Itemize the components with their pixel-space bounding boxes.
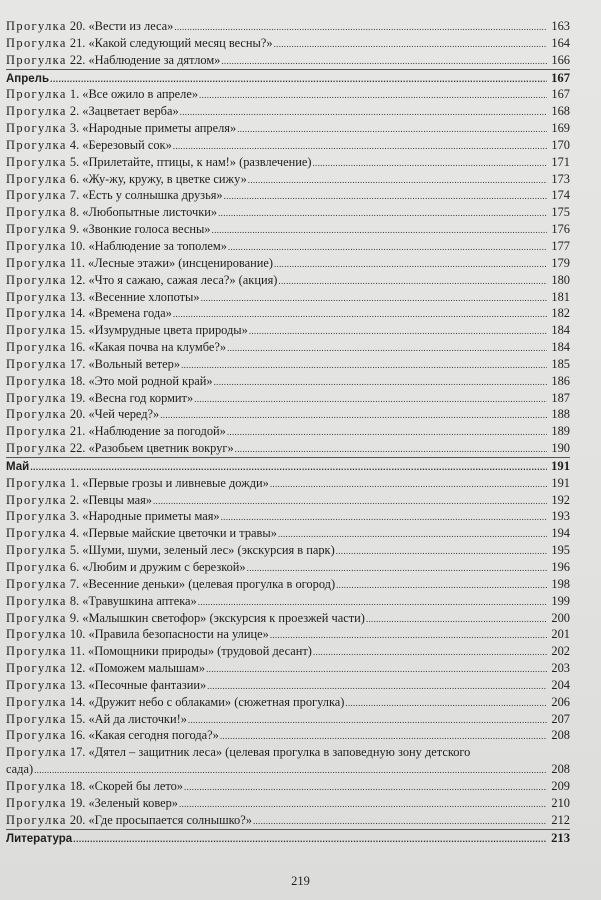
- toc-entry-prefix: Прогулка: [6, 711, 67, 726]
- toc-entry-prefix: Прогулка: [6, 19, 67, 33]
- toc-page-number: 189: [551, 424, 570, 439]
- toc-dot-leader: [247, 559, 547, 577]
- toc-entry: [6, 187, 570, 204]
- toc-entry-title: [6, 593, 197, 610]
- toc-entry-text: 19. «Зеленый ковер»: [66, 795, 179, 810]
- toc-page-number: 198: [551, 576, 570, 591]
- toc-section-heading: [6, 457, 570, 475]
- toc-entry: [6, 137, 570, 154]
- toc-page-number: 191: [551, 475, 570, 490]
- toc-entry-title: [6, 727, 219, 744]
- toc-page-number: 177: [551, 238, 570, 253]
- toc-entry-prefix: Прогулка: [6, 137, 67, 152]
- toc-entry-text: 17. «Вольный ветер»: [66, 356, 181, 371]
- toc-page-number: 202: [551, 644, 570, 659]
- toc-entry-prefix: Прогулка: [6, 171, 67, 186]
- toc-entry-prefix: Прогулка: [6, 644, 67, 659]
- toc-entry: [6, 761, 570, 778]
- toc-page-number: 200: [551, 610, 570, 625]
- toc-entry-prefix: Прогулка: [6, 627, 67, 642]
- toc-dot-leader: [221, 52, 547, 70]
- toc-page-number: 204: [551, 677, 570, 692]
- toc-entry-title: [6, 423, 226, 440]
- toc-entry: [6, 812, 570, 829]
- toc-entry-title: [6, 559, 246, 576]
- toc-dot-leader: [274, 35, 547, 53]
- toc-entry-text: 12. «Что я сажаю, сажая леса?» (акция): [66, 272, 278, 287]
- toc-dot-leader: [174, 18, 547, 36]
- toc-entry-title: [6, 339, 226, 356]
- toc-dot-leader: [173, 137, 547, 155]
- toc-entry-text: 3. «Народные приметы апреля»: [66, 121, 237, 136]
- toc-entry-prefix: Прогулка: [6, 356, 67, 371]
- toc-page-number: 208: [551, 728, 570, 743]
- toc-dot-leader: [253, 812, 547, 830]
- toc-page-number: 186: [551, 373, 570, 388]
- toc-entry-prefix: Прогулка: [6, 340, 67, 355]
- toc-entry: [6, 86, 570, 103]
- toc-page-number: 191: [551, 458, 570, 473]
- toc-page-number: 192: [551, 492, 570, 507]
- toc-entry-prefix: Прогулка: [6, 560, 67, 574]
- toc-page-number: 187: [551, 390, 570, 405]
- toc-page-number: 194: [551, 526, 570, 541]
- toc-entry-title: [6, 187, 223, 204]
- toc-page-number: 182: [551, 306, 570, 321]
- toc-page-number: 180: [551, 272, 570, 287]
- toc-entry-prefix: Прогулка: [6, 35, 67, 50]
- toc-entry: [6, 154, 570, 171]
- toc-entry-prefix: Прогулка: [6, 677, 67, 692]
- toc-entry: [6, 576, 570, 593]
- toc-entry-prefix: Прогулка: [6, 255, 67, 270]
- toc-entry-text: 13. «Песочные фантазии»: [66, 677, 207, 692]
- toc-entry-title: [6, 542, 335, 559]
- toc-dot-leader: [313, 643, 547, 661]
- toc-entry-text: 9. «Малышкин светофор» (экскурсия к проезжей части): [66, 610, 365, 625]
- toc-entry-prefix: Прогулка: [6, 492, 67, 507]
- toc-entry-text: Май: [6, 460, 30, 473]
- toc-entry-text: 13. «Весенние хлопоты»: [66, 289, 200, 304]
- toc-dot-leader: [218, 204, 547, 222]
- toc-entry-text: 17. «Дятел – защитник леса» (целевая прогулка в заповедную зону детского: [66, 745, 471, 760]
- toc-entry: [6, 255, 570, 272]
- toc-entry-text: 1. «Все ожило в апреле»: [66, 87, 199, 102]
- toc-entry-prefix: Прогулка: [6, 543, 67, 558]
- toc-entry: [6, 508, 570, 525]
- toc-page-number: 179: [551, 255, 570, 270]
- toc-entry: [6, 339, 570, 356]
- toc-page-number: 208: [551, 762, 570, 777]
- toc-entry: [6, 238, 570, 255]
- toc-entry: [6, 610, 570, 627]
- toc-dot-leader: [160, 406, 547, 424]
- toc-entry-text: 18. «Скорей бы лето»: [66, 778, 184, 793]
- toc-entry-title: [6, 137, 172, 154]
- toc-entry: [6, 475, 570, 492]
- toc-dot-leader: [312, 154, 547, 172]
- toc-dot-leader: [235, 440, 547, 458]
- toc-dot-leader: [207, 677, 547, 695]
- toc-page-number: 195: [551, 543, 570, 558]
- toc-entry-title: [6, 525, 277, 542]
- toc-entry: [6, 406, 570, 423]
- toc-entry: [6, 542, 570, 559]
- toc-entry: [6, 778, 570, 795]
- toc-dot-leader: [278, 272, 547, 290]
- toc-entry-title: [6, 86, 198, 103]
- toc-entry-text: 11. «Помощники природы» (трудовой десант): [66, 644, 312, 659]
- toc-dot-leader: [173, 305, 547, 323]
- toc-entry-prefix: Прогулка: [6, 222, 67, 237]
- toc-entry-prefix: Прогулка: [6, 728, 67, 743]
- toc-dot-leader: [198, 593, 547, 611]
- toc-entry-title: [6, 305, 172, 322]
- toc-dot-leader: [201, 289, 547, 307]
- toc-page-number: 171: [551, 154, 570, 169]
- toc-page-number: 167: [551, 87, 570, 102]
- toc-dot-leader: [194, 390, 547, 408]
- toc-entry-text: 2. «Зацветает верба»: [66, 104, 179, 119]
- toc-entry: [6, 744, 570, 761]
- toc-dot-leader: [270, 475, 547, 493]
- toc-entry-prefix: Прогулка: [6, 576, 67, 591]
- toc-page-number: 213: [551, 830, 570, 845]
- toc-entry: [6, 272, 570, 289]
- toc-dot-leader: [220, 727, 547, 745]
- toc-entry: [6, 221, 570, 238]
- toc-page-number: 163: [551, 19, 570, 33]
- toc-entry-title: [6, 221, 211, 238]
- toc-entry-text: 4. «Первые майские цветочки и травы»: [66, 526, 277, 541]
- toc-entry-prefix: Прогулка: [6, 812, 67, 827]
- toc-entry-title: [6, 255, 273, 272]
- toc-entry-prefix: Прогулка: [6, 272, 67, 287]
- toc-dot-leader: [206, 660, 547, 678]
- toc-entry-title: [6, 761, 33, 778]
- toc-page-number: 206: [551, 694, 570, 709]
- toc-page-number: 190: [551, 441, 570, 456]
- toc-entry-text: 19. «Весна год кормит»: [66, 390, 194, 405]
- toc-entry: [6, 492, 570, 509]
- toc-dot-leader: [345, 694, 547, 712]
- toc-entry-prefix: Прогулка: [6, 694, 67, 709]
- toc-page-number: 196: [551, 560, 570, 574]
- toc-entry-text: 14. «Дружит небо с облаками» (сюжетная прогулка): [66, 694, 345, 709]
- toc-dot-leader: [237, 120, 547, 138]
- toc-dot-leader: [278, 525, 547, 543]
- toc-entry: [6, 626, 570, 643]
- toc-entry-title: [6, 711, 187, 728]
- toc-entry-text: 3. «Народные приметы мая»: [66, 509, 220, 524]
- toc-entry-text: 10. «Наблюдение за тополем»: [66, 238, 227, 253]
- toc-entry-text: 5. «Шуми, шуми, зеленый лес» (экскурсия в парк): [66, 543, 335, 558]
- toc-entry-title: [6, 626, 269, 643]
- toc-page-number: 212: [551, 812, 570, 827]
- toc-entry-title: [6, 812, 252, 829]
- toc-dot-leader: [274, 255, 547, 273]
- toc-entry: [6, 711, 570, 728]
- toc-entry-text: 16. «Какая сегодня погода?»: [66, 728, 219, 743]
- toc-dot-leader: [227, 423, 547, 441]
- toc-entry-text: 7. «Весенние деньки» (целевая прогулка в огород): [66, 576, 336, 591]
- toc-entry-title: [6, 508, 220, 525]
- toc-dot-leader: [221, 508, 547, 526]
- toc-section-heading: [6, 829, 570, 847]
- toc-page-number: 170: [551, 137, 570, 152]
- toc-dot-leader: [224, 187, 547, 205]
- toc-entry: [6, 373, 570, 390]
- toc-entry-text: сада): [6, 762, 34, 777]
- toc-entry-text: 22. «Наблюдение за дятлом»: [66, 52, 221, 67]
- toc-entry-prefix: Прогулка: [6, 188, 67, 203]
- toc-dot-leader: [336, 542, 547, 560]
- toc-entry-text: 12. «Поможем малышам»: [66, 661, 206, 676]
- toc-entry-prefix: Прогулка: [6, 154, 67, 169]
- page-number: 219: [291, 874, 310, 888]
- toc-entry: [6, 289, 570, 306]
- toc-entry-text: 11. «Лесные этажи» (инсценирование): [66, 255, 274, 270]
- toc-entry-text: 21. «Наблюдение за погодой»: [66, 424, 226, 439]
- toc-page-number: 164: [551, 35, 570, 50]
- table-of-contents: [6, 18, 570, 846]
- toc-entry-text: 20. «Вести из леса»: [66, 19, 174, 33]
- toc-entry-title: [6, 459, 29, 476]
- toc-page-number: 210: [551, 795, 570, 810]
- toc-page-number: 209: [551, 778, 570, 793]
- toc-dot-leader: [50, 71, 547, 88]
- toc-entry-prefix: Прогулка: [6, 475, 67, 490]
- toc-entry-text: 21. «Какой следующий месяц весны?»: [66, 35, 273, 50]
- toc-entry-text: 1. «Первые грозы и ливневые дожди»: [66, 475, 269, 490]
- toc-entry-prefix: Прогулка: [6, 205, 67, 220]
- toc-entry-prefix: Прогулка: [6, 745, 67, 760]
- toc-entry-prefix: Прогулка: [6, 424, 67, 439]
- toc-entry-text: 2. «Певцы мая»: [66, 492, 152, 507]
- toc-entry-title: [6, 204, 217, 221]
- toc-entry-prefix: Прогулка: [6, 289, 67, 304]
- toc-entry-title: [6, 52, 220, 69]
- toc-entry-prefix: Прогулка: [6, 778, 67, 793]
- toc-entry-title: [6, 744, 470, 761]
- toc-page-number: 193: [551, 509, 570, 524]
- toc-dot-leader: [179, 795, 547, 813]
- toc-entry: [6, 120, 570, 137]
- toc-dot-leader: [188, 711, 547, 729]
- toc-entry-prefix: Прогулка: [6, 661, 67, 676]
- toc-page-number: 181: [551, 289, 570, 304]
- toc-dot-leader: [30, 459, 547, 476]
- toc-dot-leader: [227, 339, 547, 357]
- toc-entry-title: [6, 694, 344, 711]
- toc-entry-title: [6, 154, 311, 171]
- toc-entry: [6, 305, 570, 322]
- toc-entry-title: [6, 475, 269, 492]
- toc-page-number: 207: [551, 711, 570, 726]
- toc-entry-title: [6, 322, 248, 339]
- toc-dot-leader: [153, 492, 547, 510]
- toc-entry: [6, 643, 570, 660]
- toc-entry-title: [6, 238, 227, 255]
- toc-page-number: 185: [551, 356, 570, 371]
- toc-dot-leader: [366, 610, 547, 628]
- toc-entry-prefix: Прогулка: [6, 373, 67, 388]
- toc-entry: [6, 525, 570, 542]
- toc-entry-prefix: Прогулка: [6, 104, 67, 119]
- toc-entry: [6, 35, 570, 52]
- toc-page-number: 168: [551, 104, 570, 119]
- toc-page-number: 201: [551, 627, 570, 642]
- toc-entry: [6, 440, 570, 457]
- toc-entry-prefix: Прогулка: [6, 526, 67, 541]
- toc-entry-title: [6, 492, 152, 509]
- toc-entry: [6, 727, 570, 744]
- toc-entry-text: 4. «Березовый сок»: [66, 137, 172, 152]
- toc-entry-prefix: Прогулка: [6, 593, 67, 608]
- toc-entry-text: 15. «Изумрудные цвета природы»: [66, 323, 248, 338]
- toc-entry-title: [6, 289, 200, 306]
- toc-entry: [6, 103, 570, 120]
- toc-entry: [6, 356, 570, 373]
- toc-entry-title: [6, 831, 72, 848]
- toc-entry-prefix: Прогулка: [6, 238, 67, 253]
- toc-entry-text: 15. «Ай да листочки!»: [66, 711, 187, 726]
- toc-dot-leader: [181, 356, 547, 374]
- toc-entry-text: 16. «Какая почва на клумбе?»: [66, 340, 227, 355]
- toc-dot-leader: [248, 171, 547, 189]
- toc-entry-text: 20. «Где просыпается солнышко?»: [66, 812, 252, 827]
- toc-entry-text: 20. «Чей черед?»: [66, 407, 160, 422]
- toc-entry-title: [6, 356, 180, 373]
- toc-dot-leader: [228, 238, 547, 256]
- toc-page-number: 199: [551, 593, 570, 608]
- toc-dot-leader: [214, 373, 547, 391]
- toc-entry-prefix: Прогулка: [6, 610, 67, 625]
- toc-entry-title: [6, 576, 335, 593]
- toc-entry-prefix: Прогулка: [6, 407, 67, 422]
- toc-entry: [6, 18, 570, 35]
- toc-page-number: 184: [551, 340, 570, 355]
- toc-entry-prefix: Прогулка: [6, 87, 67, 102]
- toc-entry-prefix: Прогулка: [6, 441, 67, 456]
- toc-entry-title: [6, 660, 205, 677]
- toc-entry-prefix: Прогулка: [6, 323, 67, 338]
- toc-entry-title: [6, 373, 213, 390]
- toc-entry: [6, 795, 570, 812]
- toc-entry-title: [6, 677, 206, 694]
- toc-entry: [6, 559, 570, 576]
- toc-entry-text: Литература: [6, 832, 73, 845]
- toc-entry-text: 10. «Правила безопасности на улице»: [66, 627, 269, 642]
- toc-entry-title: [6, 406, 159, 423]
- toc-entry-title: [6, 440, 234, 457]
- toc-entry-title: [6, 643, 312, 660]
- toc-dot-leader: [73, 831, 547, 848]
- toc-entry-title: [6, 171, 247, 188]
- toc-dot-leader: [34, 761, 547, 779]
- toc-entry-title: [6, 120, 236, 137]
- toc-page-number: 173: [551, 171, 570, 186]
- toc-entry-title: [6, 103, 179, 120]
- toc-entry-text: 8. «Любопытные листочки»: [66, 205, 218, 220]
- toc-dot-leader: [249, 322, 547, 340]
- toc-entry-text: 6. «Жу-жу, кружу, в цветке сижу»: [66, 171, 247, 186]
- toc-entry-title: [6, 390, 193, 407]
- toc-dot-leader: [212, 221, 547, 239]
- toc-entry: [6, 52, 570, 69]
- toc-entry-text: 7. «Есть у солнышка друзья»: [66, 188, 223, 203]
- toc-entry-title: [6, 35, 273, 52]
- toc-entry-title: [6, 778, 183, 795]
- toc-dot-leader: [184, 778, 547, 796]
- toc-dot-leader: [199, 86, 547, 104]
- toc-entry: [6, 660, 570, 677]
- toc-dot-leader: [180, 103, 547, 121]
- toc-entry-text: 18. «Это мой родной край»: [66, 373, 213, 388]
- toc-entry-prefix: Прогулка: [6, 509, 67, 524]
- toc-page-number: 174: [551, 188, 570, 203]
- toc-dot-leader: [336, 576, 547, 594]
- toc-entry-title: [6, 71, 49, 88]
- toc-entry-title: [6, 272, 277, 289]
- toc-entry: [6, 390, 570, 407]
- toc-entry-title: [6, 18, 173, 35]
- toc-entry-prefix: Прогулка: [6, 52, 67, 67]
- toc-entry-text: 8. «Травушкина аптека»: [66, 593, 197, 608]
- toc-page-number: 167: [551, 70, 570, 85]
- toc-entry: [6, 204, 570, 221]
- toc-entry-prefix: Прогулка: [6, 306, 67, 321]
- toc-entry: [6, 322, 570, 339]
- toc-entry: [6, 593, 570, 610]
- toc-entry: [6, 694, 570, 711]
- toc-page-number: 188: [551, 407, 570, 422]
- toc-entry-text: 14. «Времена года»: [66, 306, 172, 321]
- toc-entry-prefix: Прогулка: [6, 795, 67, 810]
- toc-page-number: 175: [551, 205, 570, 220]
- toc-page-number: 166: [551, 52, 570, 67]
- toc-page-number: 203: [551, 661, 570, 676]
- toc-entry: [6, 677, 570, 694]
- toc-entry-text: 6. «Любим и дружим с березкой»: [66, 560, 246, 574]
- toc-page-number: 169: [551, 121, 570, 136]
- toc-entry-text: 9. «Звонкие голоса весны»: [66, 222, 211, 237]
- toc-entry-prefix: Прогулка: [6, 390, 67, 405]
- toc-entry-prefix: Прогулка: [6, 121, 67, 136]
- toc-page-number: 184: [551, 323, 570, 338]
- toc-entry-text: 5. «Прилетайте, птицы, к нам!» (развлечение): [66, 154, 312, 169]
- toc-entry-text: 22. «Разобьем цветник вокруг»: [66, 441, 234, 456]
- toc-entry: [6, 171, 570, 188]
- toc-entry-text: Апрель: [6, 72, 50, 85]
- toc-entry: [6, 423, 570, 440]
- toc-page-number: 176: [551, 222, 570, 237]
- toc-entry-title: [6, 795, 178, 812]
- toc-entry-title: [6, 610, 365, 627]
- toc-dot-leader: [270, 626, 547, 644]
- toc-section-heading: [6, 69, 570, 87]
